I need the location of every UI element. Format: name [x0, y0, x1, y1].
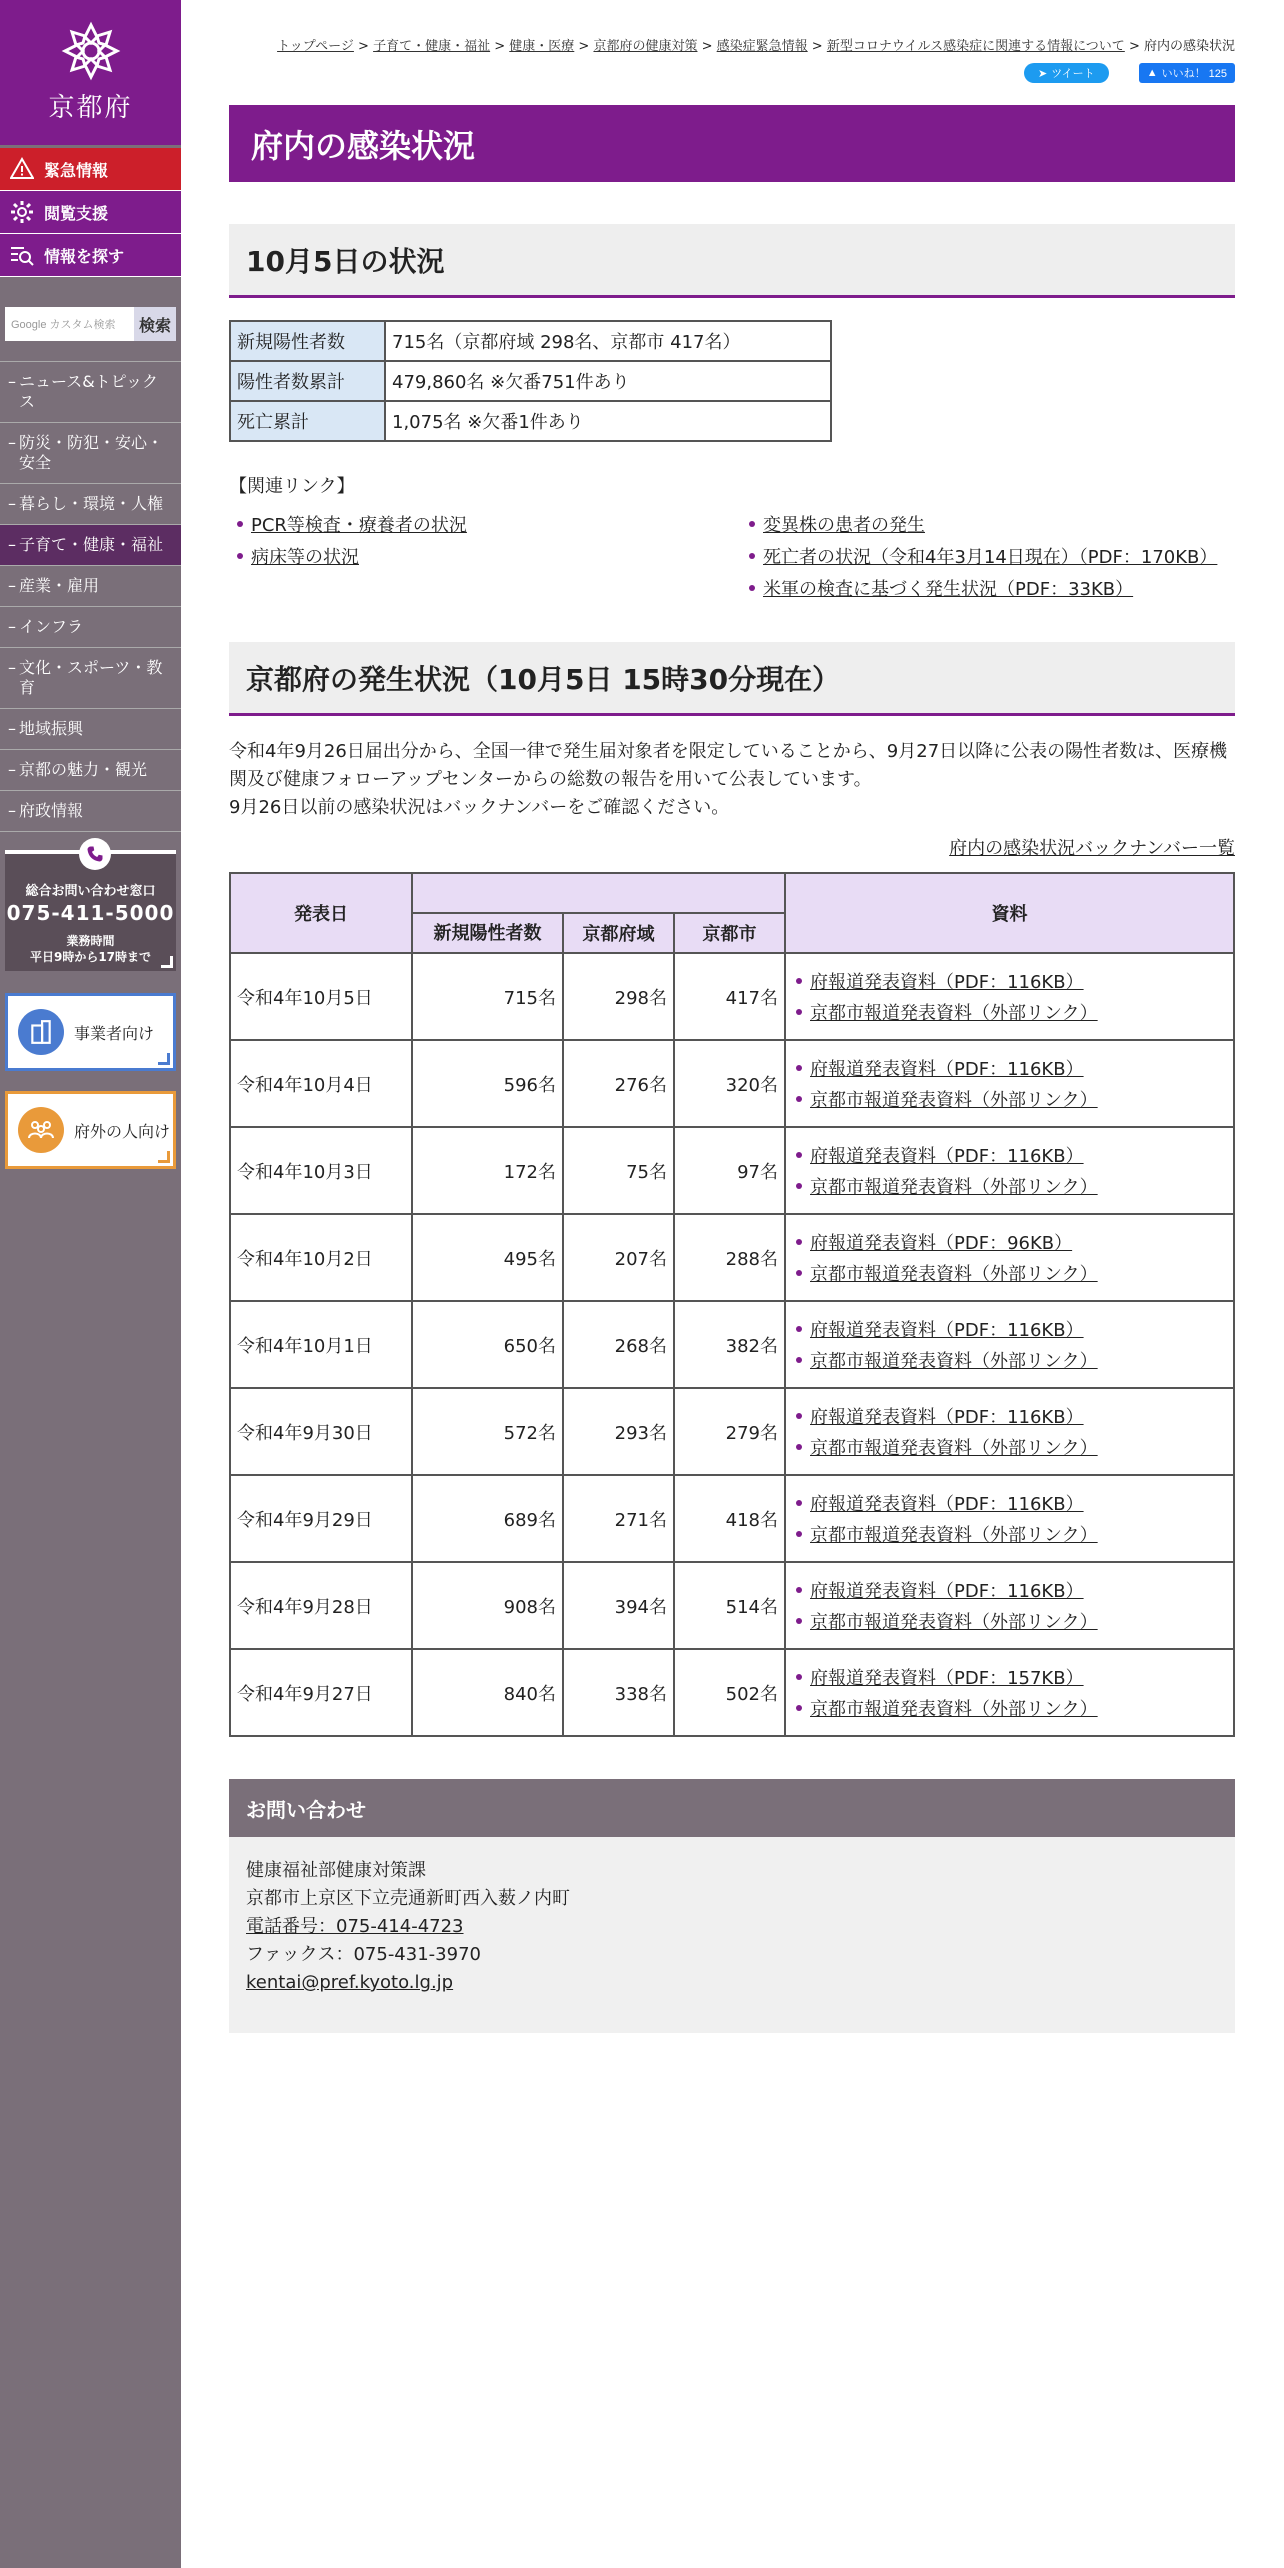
breadcrumb-link[interactable]: トップページ — [277, 39, 354, 54]
bullet-icon — [796, 1326, 802, 1332]
intro-text — [229, 738, 1235, 822]
inquiry-body — [229, 1837, 1235, 2033]
cases-table — [229, 872, 1235, 1737]
table-row — [230, 1562, 1234, 1649]
table-row — [230, 953, 1234, 1040]
cell-new: 172名 — [412, 1127, 563, 1214]
backnumber-row — [229, 834, 1235, 860]
doc-link-item — [786, 1258, 1233, 1289]
doc-link-item — [786, 1171, 1233, 1202]
contact-hours: 平日9時から17時まで — [29, 950, 152, 964]
bullet-icon — [796, 1618, 802, 1624]
kyoto-emblem-icon — [61, 21, 121, 81]
bullet-icon — [796, 978, 802, 984]
pref-press-release-link[interactable]: 府報道発表資料（PDF：116KB） — [810, 1059, 1084, 1080]
cell-date: 令和4年10月1日 — [230, 1301, 412, 1388]
related-link[interactable]: 死亡者の状況（令和4年3月14日現在）（PDF：170KB） — [763, 547, 1218, 568]
intro-paragraph: 令和4年9月26日届出分から、全国一律で発生届対象者を限定していることから、9月27日以降に公表の陽性者数は、医療機関及び健康フォローアップセンターからの総数の報告を用いて公表しています。 — [229, 741, 1228, 790]
table-row — [230, 1301, 1234, 1388]
pref-press-release-link[interactable]: 府報道発表資料（PDF：116KB） — [810, 1407, 1084, 1428]
section-heading: 京都府の発生状況（10月5日 15時30分現在） — [229, 642, 1235, 716]
inquiry-fax: ファックス：075-431-3970 — [246, 1944, 481, 1965]
doc-link-item — [786, 1519, 1233, 1550]
gear-icon — [10, 200, 34, 224]
cell-new: 908名 — [412, 1562, 563, 1649]
cell-city: 382名 — [674, 1301, 785, 1388]
bullet-icon — [796, 1357, 802, 1363]
inquiry-box — [229, 1779, 1235, 2033]
city-press-release-link[interactable]: 京都市報道発表資料（外部リンク） — [810, 1090, 1098, 1111]
cell-date: 令和4年10月3日 — [230, 1127, 412, 1214]
contact-hours-label: 業務時間 — [66, 934, 115, 948]
table-row — [230, 1649, 1234, 1736]
doc-link-item — [786, 966, 1233, 997]
cell-pref: 75名 — [563, 1127, 674, 1214]
table-row — [230, 401, 831, 441]
cell-city: 97名 — [674, 1127, 785, 1214]
summary-label: 陽性者数累計 — [230, 361, 385, 401]
pref-press-release-link[interactable]: 府報道発表資料（PDF：157KB） — [810, 1668, 1084, 1689]
search-button[interactable]: 検索 — [134, 307, 176, 341]
accessibility-label: 閲覧支援 — [44, 203, 109, 223]
accessibility-button[interactable] — [0, 191, 181, 234]
related-links — [229, 512, 1235, 600]
nav-item-tourism[interactable]: – 京都の魅力・観光 — [0, 750, 181, 791]
corner-arrow-icon — [158, 1151, 170, 1163]
doc-link-item — [786, 1693, 1233, 1724]
nav-item-infra[interactable]: – インフラ — [0, 607, 181, 648]
emergency-button[interactable] — [0, 148, 181, 191]
bullet-icon — [796, 1009, 802, 1015]
table-row — [230, 361, 831, 401]
pref-press-release-link[interactable]: 府報道発表資料（PDF：116KB） — [810, 1494, 1084, 1515]
doc-link-item — [786, 1432, 1233, 1463]
cell-docs — [785, 1562, 1234, 1649]
bullet-icon — [796, 1270, 802, 1276]
cell-new: 495名 — [412, 1214, 563, 1301]
cell-docs — [785, 1040, 1234, 1127]
cell-city: 418名 — [674, 1475, 785, 1562]
table-row — [230, 1127, 1234, 1214]
related-link-spacer — [229, 576, 741, 600]
city-press-release-link[interactable]: 京都市報道発表資料（外部リンク） — [810, 1438, 1098, 1459]
table-row — [230, 1214, 1234, 1301]
doc-link-item — [786, 1488, 1233, 1519]
corner-arrow-icon — [158, 1053, 170, 1065]
cell-docs — [785, 1475, 1234, 1562]
cell-docs — [785, 1127, 1234, 1214]
cell-city: 514名 — [674, 1562, 785, 1649]
backnumber-link[interactable]: 府内の感染状況バックナンバー一覧 — [949, 838, 1235, 859]
breadcrumb-link[interactable]: 子育て・健康・福祉 — [373, 39, 491, 54]
cell-pref: 276名 — [563, 1040, 674, 1127]
city-press-release-link[interactable]: 京都市報道発表資料（外部リンク） — [810, 1177, 1098, 1198]
bullet-icon — [796, 1705, 802, 1711]
pref-press-release-link[interactable]: 府報道発表資料（PDF：96KB） — [810, 1233, 1073, 1254]
sidebar-nav — [0, 361, 181, 832]
header-counts-group — [412, 873, 785, 913]
people-icon — [18, 1107, 64, 1153]
nav-item-govt[interactable]: – 府政情報 — [0, 791, 181, 832]
related-links-title: 【関連リンク】 — [229, 476, 355, 497]
doc-link-item — [786, 1140, 1233, 1171]
header-new: 新規陽性者数 — [412, 913, 563, 953]
bullet-icon — [796, 1674, 802, 1680]
table-row — [230, 321, 831, 361]
bullet-icon — [796, 1531, 802, 1537]
bullet-icon — [796, 1065, 802, 1071]
phone-icon — [79, 838, 111, 870]
cell-new: 715名 — [412, 953, 563, 1040]
inquiry-heading: お問い合わせ — [229, 1779, 1235, 1837]
logo-name: 京都府 — [48, 93, 133, 123]
summary-label: 新規陽性者数 — [230, 321, 385, 361]
cell-docs — [785, 1388, 1234, 1475]
breadcrumb-current: 府内の感染状況 — [1143, 39, 1235, 54]
doc-link-item — [786, 1053, 1233, 1084]
cell-date: 令和4年10月5日 — [230, 953, 412, 1040]
table-row — [230, 1475, 1234, 1562]
cell-date: 令和4年9月29日 — [230, 1475, 412, 1562]
nav-item-culture[interactable]: – 文化・スポーツ・教育 — [0, 648, 181, 709]
cell-pref: 293名 — [563, 1388, 674, 1475]
bullet-icon — [749, 553, 755, 559]
table-row — [230, 1040, 1234, 1127]
doc-link-item — [786, 1314, 1233, 1345]
bird-icon: ➤ — [1038, 67, 1048, 80]
emergency-label: 緊急情報 — [44, 160, 109, 180]
bullet-icon — [796, 1444, 802, 1450]
bullet-icon — [796, 1500, 802, 1506]
inquiry-email-link[interactable]: kentai@pref.kyoto.lg.jp — [246, 1972, 454, 1993]
header-pref: 京都府域 — [563, 913, 674, 953]
search-input[interactable]: Google カスタム検索 — [5, 307, 134, 341]
summary-value: 479,860名 ※欠番751件あり — [385, 361, 831, 401]
for-business-link[interactable] — [5, 993, 176, 1071]
header-city: 京都市 — [674, 913, 785, 953]
doc-link-item — [786, 1401, 1233, 1432]
cell-city: 279名 — [674, 1388, 785, 1475]
bullet-icon — [796, 1096, 802, 1102]
inquiry-dept: 健康福祉部健康対策課 — [246, 1860, 426, 1881]
cell-new: 596名 — [412, 1040, 563, 1127]
cell-pref: 271名 — [563, 1475, 674, 1562]
cases-table-body — [230, 953, 1234, 1736]
header-docs: 資料 — [785, 873, 1234, 953]
nav-item-regional[interactable]: – 地域振興 — [0, 709, 181, 750]
search-list-icon — [10, 243, 34, 267]
bullet-icon — [796, 1183, 802, 1189]
cell-city: 288名 — [674, 1214, 785, 1301]
city-press-release-link[interactable]: 京都市報道発表資料（外部リンク） — [810, 1264, 1098, 1285]
summary-value: 1,075名 ※欠番1件あり — [385, 401, 831, 441]
doc-link-item — [786, 1575, 1233, 1606]
cell-docs — [785, 953, 1234, 1040]
doc-link-item — [786, 1084, 1233, 1115]
bullet-icon — [237, 521, 243, 527]
nav-item-news[interactable]: – ニュース&トピックス — [0, 362, 181, 423]
like-button[interactable]: ▲ いいね！ 125 — [1139, 63, 1235, 83]
contact-card[interactable] — [5, 850, 176, 971]
tweet-button[interactable]: ➤ ツイート — [1024, 63, 1109, 83]
corner-arrow-icon — [161, 956, 173, 968]
header-date: 発表日 — [230, 873, 412, 953]
breadcrumb-link[interactable]: 健康・医療 — [509, 39, 575, 54]
main-content — [229, 0, 1235, 2033]
cell-date: 令和4年10月4日 — [230, 1040, 412, 1127]
related-link-item — [741, 512, 1235, 536]
city-press-release-link[interactable]: 京都市報道発表資料（外部リンク） — [810, 1003, 1098, 1024]
for-business-label: 事業者向け — [74, 1023, 155, 1043]
bullet-icon — [237, 553, 243, 559]
city-press-release-link[interactable]: 京都市報道発表資料（外部リンク） — [810, 1612, 1098, 1633]
status-section — [229, 642, 1235, 1737]
sidebar — [0, 0, 181, 2568]
cell-pref: 207名 — [563, 1214, 674, 1301]
intro-paragraph: 9月26日以前の感染状況はバックナンバーをご確認ください。 — [229, 797, 730, 818]
pref-press-release-link[interactable]: 府報道発表資料（PDF：116KB） — [810, 1581, 1084, 1602]
building-icon — [18, 1009, 64, 1055]
breadcrumb: トップページ > 子育て・健康・福祉 > 健康・医療 > 京都府の健康対策 > 感染症緊急情報 > 新型コロナウイルス感染症に関連する情報について > 府内の感染状況 — [277, 39, 1235, 54]
breadcrumb-link[interactable]: 感染症緊急情報 — [716, 39, 808, 54]
find-info-label: 情報を探す — [44, 246, 125, 266]
city-press-release-link[interactable]: 京都市報道発表資料（外部リンク） — [810, 1351, 1098, 1372]
city-press-release-link[interactable]: 京都市報道発表資料（外部リンク） — [810, 1525, 1098, 1546]
pref-press-release-link[interactable]: 府報道発表資料（PDF：116KB） — [810, 1320, 1084, 1341]
related-link-item — [741, 544, 1235, 568]
related-link-item — [229, 512, 741, 536]
doc-link-item — [786, 1227, 1233, 1258]
thumbs-up-icon: ▲ — [1146, 67, 1158, 79]
nav-item-living[interactable]: – 暮らし・環境・人権 — [0, 484, 181, 525]
related-link[interactable]: 病床等の状況 — [251, 547, 359, 568]
cell-pref: 268名 — [563, 1301, 674, 1388]
related-link[interactable]: 変異株の患者の発生 — [763, 515, 925, 536]
pref-press-release-link[interactable]: 府報道発表資料（PDF：116KB） — [810, 1146, 1084, 1167]
doc-link-item — [786, 997, 1233, 1028]
cell-docs — [785, 1649, 1234, 1736]
cell-date: 令和4年9月28日 — [230, 1562, 412, 1649]
cell-docs — [785, 1214, 1234, 1301]
section-heading: 10月5日の状況 — [229, 224, 1235, 298]
nav-item-safety[interactable]: – 防災・防犯・安心・安全 — [0, 423, 181, 484]
for-outside-label: 府外の人向け — [74, 1121, 171, 1141]
today-section — [229, 224, 1235, 600]
related-link[interactable]: 米軍の検査に基づく発生状況（PDF：33KB） — [763, 579, 1134, 600]
cell-city: 320名 — [674, 1040, 785, 1127]
doc-link-item — [786, 1345, 1233, 1376]
bullet-icon — [749, 521, 755, 527]
contact-phone: 075-411-5000 — [6, 901, 175, 925]
doc-link-item — [786, 1662, 1233, 1693]
cell-new: 572名 — [412, 1388, 563, 1475]
summary-label: 死亡累計 — [230, 401, 385, 441]
for-outside-link[interactable] — [5, 1091, 176, 1169]
cell-pref: 394名 — [563, 1562, 674, 1649]
warning-icon — [10, 157, 34, 181]
page-title: 府内の感染状況 — [229, 105, 1235, 182]
related-link[interactable]: PCR等検査・療養者の状況 — [251, 515, 467, 536]
cell-date: 令和4年10月2日 — [230, 1214, 412, 1301]
cell-pref: 338名 — [563, 1649, 674, 1736]
cell-city: 502名 — [674, 1649, 785, 1736]
bullet-icon — [796, 1587, 802, 1593]
related-link-item — [229, 544, 741, 568]
doc-link-item — [786, 1606, 1233, 1637]
contact-title: 総合お問い合わせ窓口 — [25, 884, 156, 899]
cell-docs — [785, 1301, 1234, 1388]
breadcrumb-link[interactable]: 京都府の健康対策 — [593, 39, 698, 54]
table-row — [230, 1388, 1234, 1475]
inquiry-phone-link[interactable]: 電話番号：075-414-4723 — [246, 1916, 464, 1937]
find-info-button[interactable] — [0, 234, 181, 277]
cell-new: 840名 — [412, 1649, 563, 1736]
table-header-row — [230, 873, 1234, 913]
cell-new: 650名 — [412, 1301, 563, 1388]
city-press-release-link[interactable]: 京都市報道発表資料（外部リンク） — [810, 1699, 1098, 1720]
cell-pref: 298名 — [563, 953, 674, 1040]
cell-new: 689名 — [412, 1475, 563, 1562]
site-logo[interactable] — [0, 0, 181, 145]
cell-date: 令和4年9月27日 — [230, 1649, 412, 1736]
bullet-icon — [796, 1152, 802, 1158]
inquiry-address: 京都市上京区下立売通新町西入薮ノ内町 — [246, 1888, 570, 1909]
breadcrumb-link[interactable]: 新型コロナウイルス感染症に関連する情報について — [826, 39, 1125, 54]
bullet-icon — [796, 1239, 802, 1245]
social-buttons — [229, 63, 1235, 83]
site-search — [5, 307, 176, 341]
pref-press-release-link[interactable]: 府報道発表資料（PDF：116KB） — [810, 972, 1084, 993]
bullet-icon — [796, 1413, 802, 1419]
bullet-icon — [749, 585, 755, 591]
summary-table — [229, 320, 832, 442]
cell-city: 417名 — [674, 953, 785, 1040]
cell-date: 令和4年9月30日 — [230, 1388, 412, 1475]
nav-item-health[interactable]: – 子育て・健康・福祉 — [0, 525, 181, 566]
summary-value: 715名（京都府域 298名、京都市 417名） — [385, 321, 831, 361]
nav-item-industry[interactable]: – 産業・雇用 — [0, 566, 181, 607]
related-link-item — [741, 576, 1235, 600]
